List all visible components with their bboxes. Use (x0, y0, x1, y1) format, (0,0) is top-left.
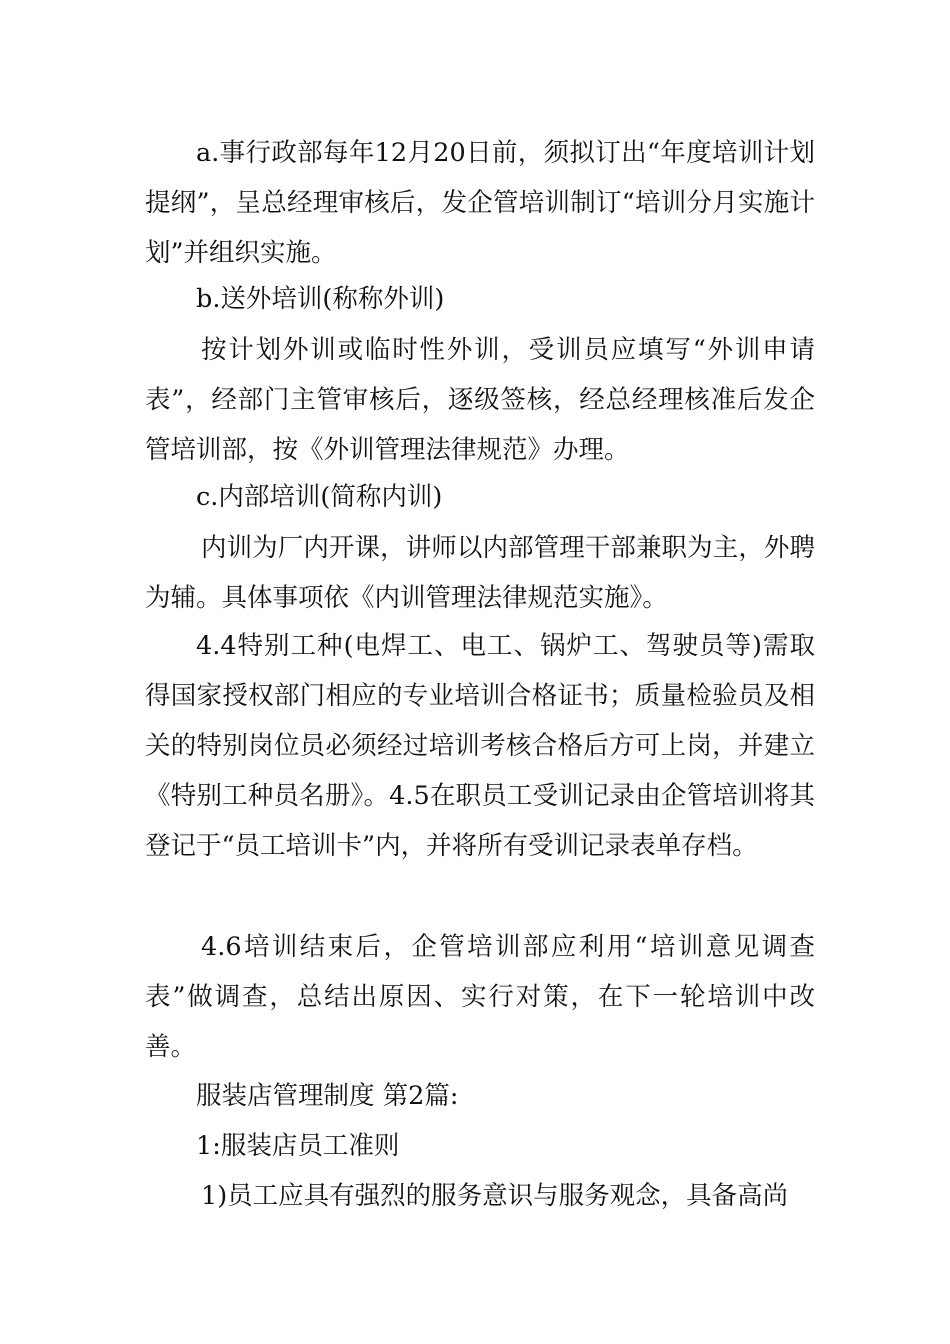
paragraph-annual-training-plan: a.事行政部每年12月20日前，须拟订出“年度培训计划提纲”，呈总经理审核后，发企管培训制订“培训分月实施计划”并组织实施。 (145, 138, 815, 268)
paragraph-external-training-heading: b.送外培训(称称外训) (196, 284, 445, 314)
paragraph-external-training-body: 按计划外训或临时性外训，受训员应填写“外训申请表”，经部门主管审核后，逐级签核，经总经理核准后发企管培训部，按《外训管理法律规范》办理。 (145, 335, 815, 465)
paragraph-training-feedback: 4.6培训结束后，企管培训部应利用“培训意见调查表”做调查，总结出原因、实行对策，在下一轮培训中改善。 (145, 932, 815, 1062)
section-heading-clothing-store: 服装店管理制度 第2篇: (196, 1081, 459, 1111)
subheading-staff-rules: 1:服装店员工准则 (196, 1131, 400, 1161)
paragraph-staff-rule-1: 1)员工应具有强烈的服务意识与服务观念，具备高尚 (201, 1181, 789, 1211)
paragraph-internal-training-heading: c.内部培训(简称内训) (196, 482, 443, 512)
paragraph-special-workers: 4.4特别工种(电焊工、电工、锅炉工、驾驶员等)需取得国家授权部门相应的专业培训合格证书；质量检验员及相关的特别岗位员必须经过培训考核合格后方可上岗，并建立《特别工种员名册》。4.5在职员工受训记录由企管培训将其登记于“员工培训卡”内，并将所有受训记录表单存档。 (145, 631, 815, 861)
paragraph-internal-training-body: 内训为厂内开课，讲师以内部管理干部兼职为主，外聘为辅。具体事项依《内训管理法律规范实施》。 (145, 533, 815, 613)
